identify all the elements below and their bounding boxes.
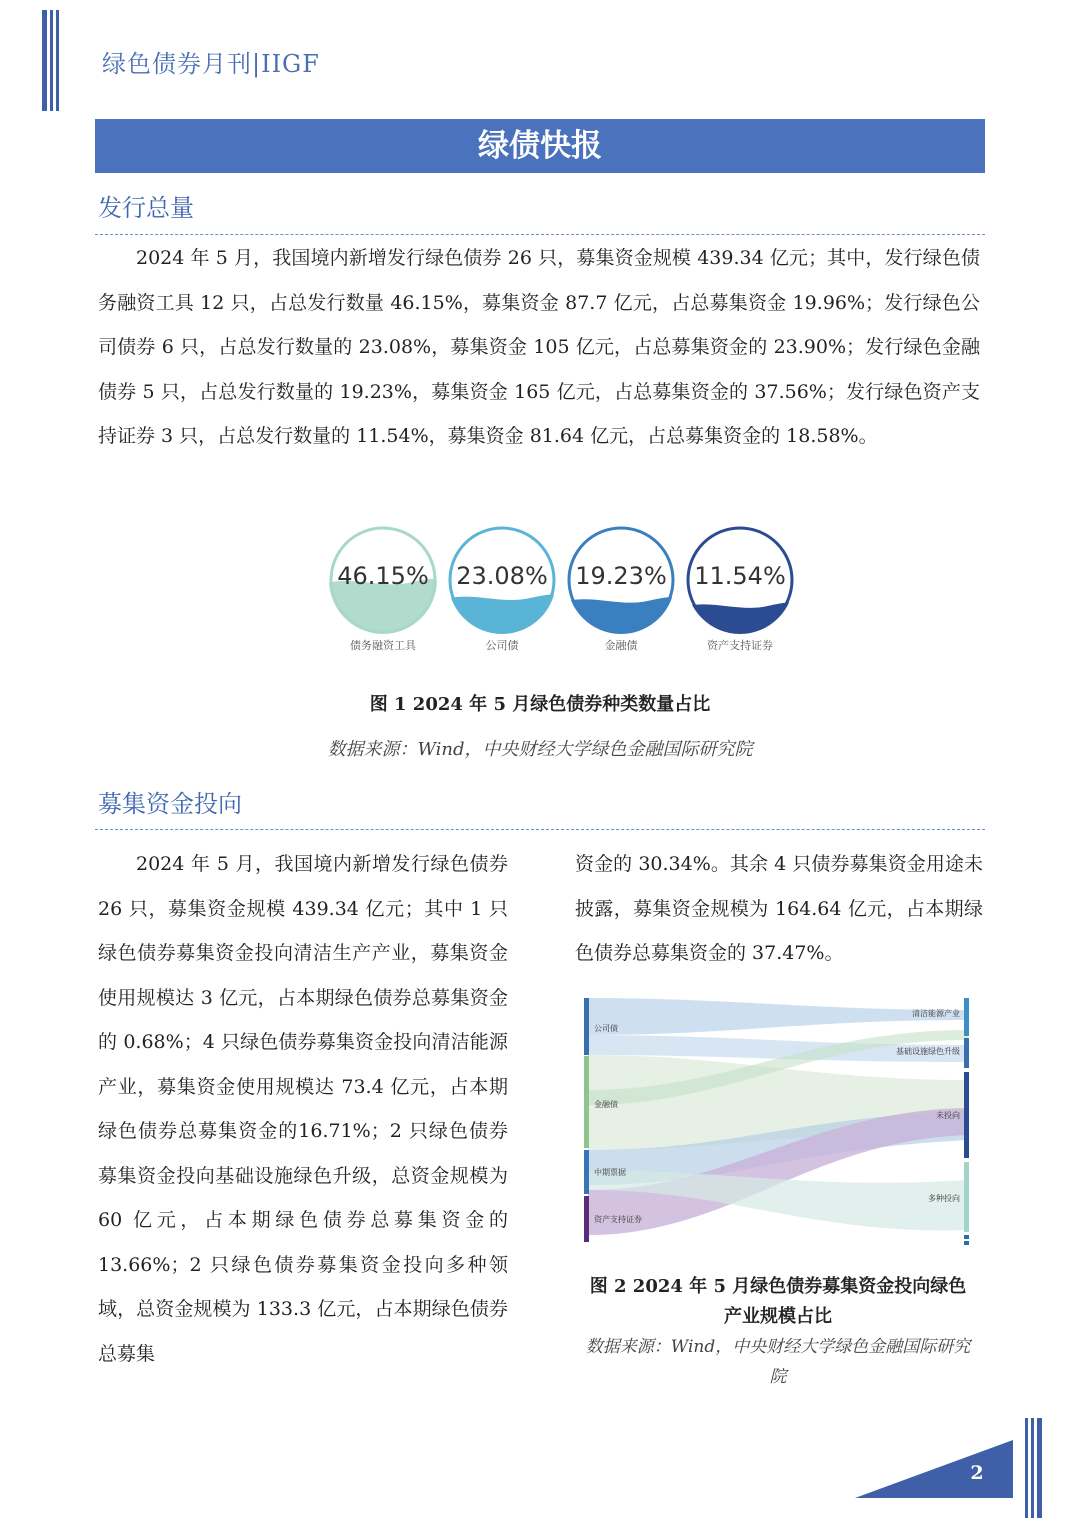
footer-bar-1 [1025,1418,1028,1518]
sankey-node [584,1196,589,1242]
banner-title: 绿债快报 [478,128,602,164]
figure2-source-line1: 数据来源：Wind，中央财经大学绿色金融国际研究 [585,1337,971,1357]
section-banner [95,119,985,173]
bubble-label: 资产支持证券 [707,639,773,652]
allocation-text-left: 2024 年 5 月，我国境内新增发行绿色债券 26 只，募集资金规模 439.34 亿元；其中 1 只绿色债券募集资金投向清洁生产产业，募集资金使用规模达 3 亿元，占本期绿色债券总募集资金的 0.68%；4 只绿色债券募集资金投向清洁能源产业，募集资金使用规模达 73.4 亿元，占本期绿色债券总募集资金的16.71%；2 只绿色债券募集资金投向基础设施绿色升级，总资金规模为 60 亿元，占本期绿色债券总募集资金的13.66%；2 只绿色债券募集资金投向多种领域，总资金规模为 133.3 亿元，占本期绿色债券总募集 [98,853,508,1365]
sankey-source-label: 公司债 [594,1024,618,1033]
sankey-node [964,998,969,1036]
section-divider [95,234,985,235]
bubble-value: 23.08% [456,562,548,590]
sankey-flow [588,998,968,1035]
sankey-node [964,1072,969,1158]
header-bar-3 [56,10,59,111]
sankey-target-label: 未投向 [936,1111,960,1120]
figure2-caption-line2: 产业规模占比 [724,1306,832,1327]
sankey-target-label: 清洁能源产业 [912,1009,960,1018]
figure1-caption: 图 1 2024 年 5 月绿色债券种类数量占比 [369,694,711,715]
allocation-paragraph-left [98,842,508,1376]
sankey-source-label: 中期票据 [594,1168,626,1177]
figure2-source-line2: 院 [769,1367,787,1387]
sankey-node [584,1056,589,1148]
section-divider [95,829,985,830]
sankey-node [964,1241,969,1245]
bubble-2 [448,526,556,634]
sankey-node [964,1038,969,1068]
issuance-paragraph [98,236,980,459]
bubble-1 [329,526,437,634]
footer-bar-3 [1037,1418,1042,1518]
sankey-target-label: 基础设施绿色升级 [896,1047,960,1056]
bubble-value: 11.54% [694,562,786,590]
bubble-3 [567,526,675,634]
page-number: 2 [970,1462,984,1484]
bubble-value: 46.15% [337,562,429,590]
allocation-text-right: 资金的 30.34%。其余 4 只债券募集资金用途未披露，募集资金规模为 164.64 亿元，占本期绿色债券总募集资金的 37.47%。 [575,853,983,964]
sankey-node [584,1150,589,1194]
bubble-label: 公司债 [485,639,519,652]
issuance-text: 2024 年 5 月，我国境内新增发行绿色债券 26 只，募集资金规模 439.34 亿元；其中，发行绿色债务融资工具 12 只，占总发行数量 46.15%，募集资金 87.7 亿元，占总募集资金 19.96%；发行绿色公司债券 6 只，占总发行数量的 23.08%，募集资金 105 亿元，占总募集资金的 23.90%；发行绿色金融债券 5 只，占总发行数量的 19.23%，募集资金 165 亿元，占总募集资金的 37.56%；发行绿色资产支持证券 3 只，占总发行数量的 11.54%，募集资金 81.64 亿元，占总募集资金的 18.58%。 [98,247,980,447]
sankey-node [584,998,589,1055]
sankey-source-label: 资产支持证券 [594,1215,642,1224]
sankey-source-label: 金融债 [594,1100,618,1109]
journal-title: 绿色债券月刊|IIGF [102,50,320,78]
figure1-source: 数据来源：Wind，中央财经大学绿色金融国际研究院 [327,739,753,760]
bubble-label: 金融债 [604,639,638,652]
header-bar-2 [50,10,53,111]
sankey-target-label: 多种投向 [928,1194,960,1203]
bubble-value: 19.23% [575,562,667,590]
section-heading-issuance: 发行总量 [98,194,194,222]
bubble-water [686,602,794,634]
allocation-paragraph-right [575,842,983,976]
footer-bar-2 [1031,1418,1034,1518]
header-bar-1 [42,10,47,111]
sankey-node [964,1235,969,1239]
fund-allocation-sankey [580,990,980,1250]
figure2-caption-line1: 图 2 2024 年 5 月绿色债券募集资金投向绿色 [589,1276,967,1297]
sankey-node [964,1162,969,1232]
section-heading-allocation: 募集资金投向 [98,790,242,818]
bubble-label: 债务融资工具 [350,639,416,652]
bubble-4 [686,526,794,634]
